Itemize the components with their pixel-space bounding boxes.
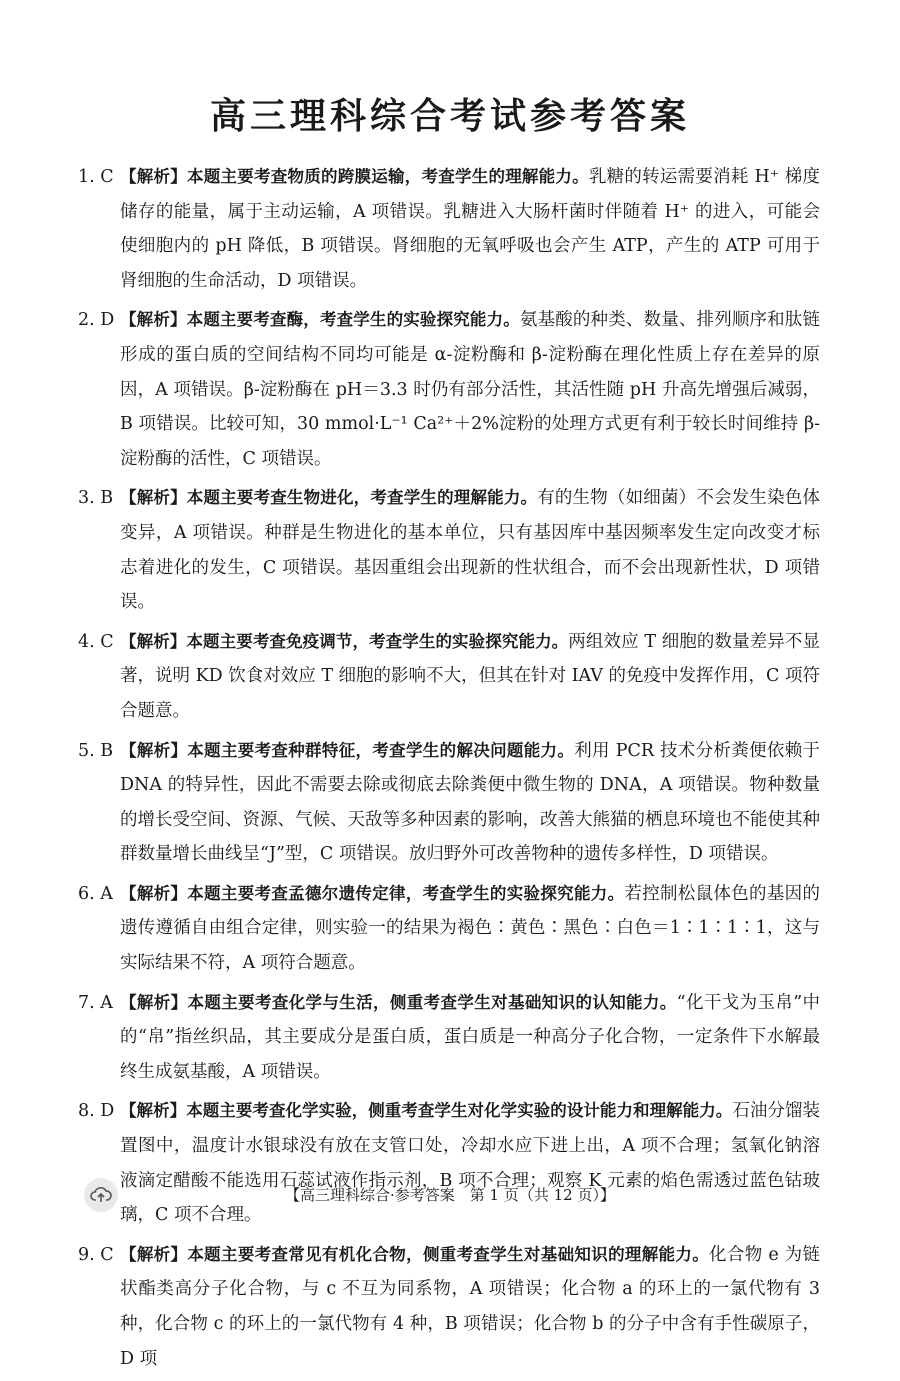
- analysis-body: 利用 PCR 技术分析粪便依赖于 DNA 的特异性，因此不需要去除或彻底去除粪便中微生物的 DNA，A 项错误。物种数量的增长受空间、资源、气候、天敌等多种因素的影响，改善大熊猫的栖息环境也不能使其种群数量增长曲线呈“J”型，C 项错误。放归野外可改善物种的遗传多样性，D 项错误。: [120, 740, 821, 865]
- answer-item: [78, 986, 820, 1090]
- analysis-lead: 本题主要考查化学实验，侧重考查学生对化学实验的设计能力和理解能力。: [186, 1101, 733, 1121]
- answer-number: 3. B: [78, 488, 114, 509]
- answer-number: 6. A: [78, 883, 113, 904]
- analysis-lead: 本题主要考查常见有机化合物，侧重考查学生对基础知识的理解能力。: [187, 1244, 710, 1264]
- answer-number: 8. D: [78, 1101, 115, 1122]
- analysis-body: 两组效应 T 细胞的数量差异不显著，说明 KD 饮食对效应 T 细胞的影响不大，但其在针对 IAV 的免疫中发挥作用，C 项符合题意。: [120, 631, 821, 721]
- analysis-tag: 【解析】: [120, 488, 187, 508]
- analysis-lead: 本题主要考查酶，考查学生的实验探究能力。: [186, 310, 520, 330]
- answer-item: [78, 160, 820, 298]
- answer-item: [78, 734, 820, 872]
- page-footer: 【高三理科综合·参考答案 第 1 页（共 12 页）】: [285, 1186, 615, 1204]
- analysis-tag: 【解析】: [120, 167, 187, 186]
- analysis-body: 石油分馏装置图中，温度计水银球没有放在支管口处，冷却水应下进上出，A 项不合理；氢氧化钠溶液滴定醋酸不能选用石蕊试液作指示剂，B 项不合理；观察 K 元素的焰色需透过蓝色钴玻璃，C 项不合理。: [120, 1101, 821, 1226]
- answer-number: 1. C: [78, 167, 114, 187]
- analysis-tag: 【解析】: [120, 740, 188, 760]
- answer-number: 4. C: [78, 631, 114, 652]
- answer-item: [78, 481, 820, 619]
- page-title: 高三理科综合考试参考答案: [209, 96, 690, 137]
- analysis-body: “化干戈为玉帛”中的“帛”指丝织品，其主要成分是蛋白质，蛋白质是一种高分子化合物，一定条件下水解最终生成氨基酸，A 项错误。: [120, 992, 821, 1082]
- answer-item: [78, 877, 820, 981]
- analysis-lead: 本题主要考查生物进化，考查学生的理解能力。: [186, 488, 538, 508]
- analysis-lead: 本题主要考查种群特征，考查学生的解决问题能力。: [187, 740, 575, 760]
- analysis-tag: 【解析】: [120, 310, 187, 330]
- analysis-lead: 本题主要考查化学与生活，侧重考查学生对基础知识的认知能力。: [187, 992, 677, 1012]
- answer-number: 7. A: [78, 992, 113, 1013]
- analysis-tag: 【解析】: [120, 1101, 187, 1121]
- answer-item: [78, 1238, 820, 1376]
- answer-number: 2. D: [78, 310, 115, 331]
- answer-number: 9. C: [78, 1244, 114, 1265]
- analysis-body: 氨基酸的种类、数量、排列顺序和肽链形成的蛋白质的空间结构不同均可能是 α-淀粉酶和 β-淀粉酶在理化性质上存在差异的原因，A 项错误。β-淀粉酶在 pH＝3.3 时仍有部分活性，其活性随 pH 升高先增强后减弱，B 项错误。比较可知，30 mmol·L⁻¹ Ca²⁺＋2%淀粉的处理方式更有利于较长时间维持 β-淀粉酶的活性，C 项错误。: [120, 310, 821, 469]
- analysis-tag: 【解析】: [120, 992, 188, 1012]
- answer-item: [78, 1094, 820, 1232]
- analysis-lead: 本题主要考查免疫调节，考查学生的实验探究能力。: [186, 631, 569, 651]
- analysis-lead: 本题主要考查孟德尔遗传定律，考查学生的实验探究能力。: [187, 883, 625, 903]
- analysis-body: 化合物 e 为链状酯类高分子化合物，与 c 不互为同系物，A 项错误；化合物 a 的环上的一氯代物有 3 种，化合物 c 的环上的一氯代物有 4 种，B 项错误；化合物 b 的分子中含有手性碳原子，D 项: [120, 1244, 821, 1369]
- analysis-body: 若控制松鼠体色的基因的遗传遵循自由组合定律，则实验一的结果为褐色∶黄色∶黑色∶白色＝1∶1∶1∶1，这与实际结果不符，A 项符合题意。: [120, 883, 820, 974]
- analysis-body: 有的生物（如细菌）不会发生染色体变异，A 项错误。种群是生物进化的基本单位，只有基因库中基因频率发生定向改变才标志着进化的发生，C 项错误。基因重组会出现新的性状组合，而不会出现新性状，D 项错误。: [120, 488, 820, 613]
- analysis-tag: 【解析】: [120, 631, 187, 651]
- answer-item: [78, 303, 820, 476]
- analysis-tag: 【解析】: [120, 883, 188, 903]
- analysis-body: 乳糖的转运需要消耗 H⁺ 梯度储存的能量，属于主动运输，A 项错误。乳糖进入大肠杆菌时伴随着 H⁺ 的进入，可能会使细胞内的 pH 降低，B 项错误。肾细胞的无氧呼吸也会产生 ATP，产生的 ATP 可用于肾细胞的生命活动，D 项错误。: [120, 167, 821, 291]
- analysis-tag: 【解析】: [120, 1244, 188, 1264]
- answer-item: [78, 625, 820, 729]
- analysis-lead: 本题主要考查物质的跨膜运输，考查学生的理解能力。: [187, 167, 589, 186]
- answer-number: 5. B: [78, 740, 114, 761]
